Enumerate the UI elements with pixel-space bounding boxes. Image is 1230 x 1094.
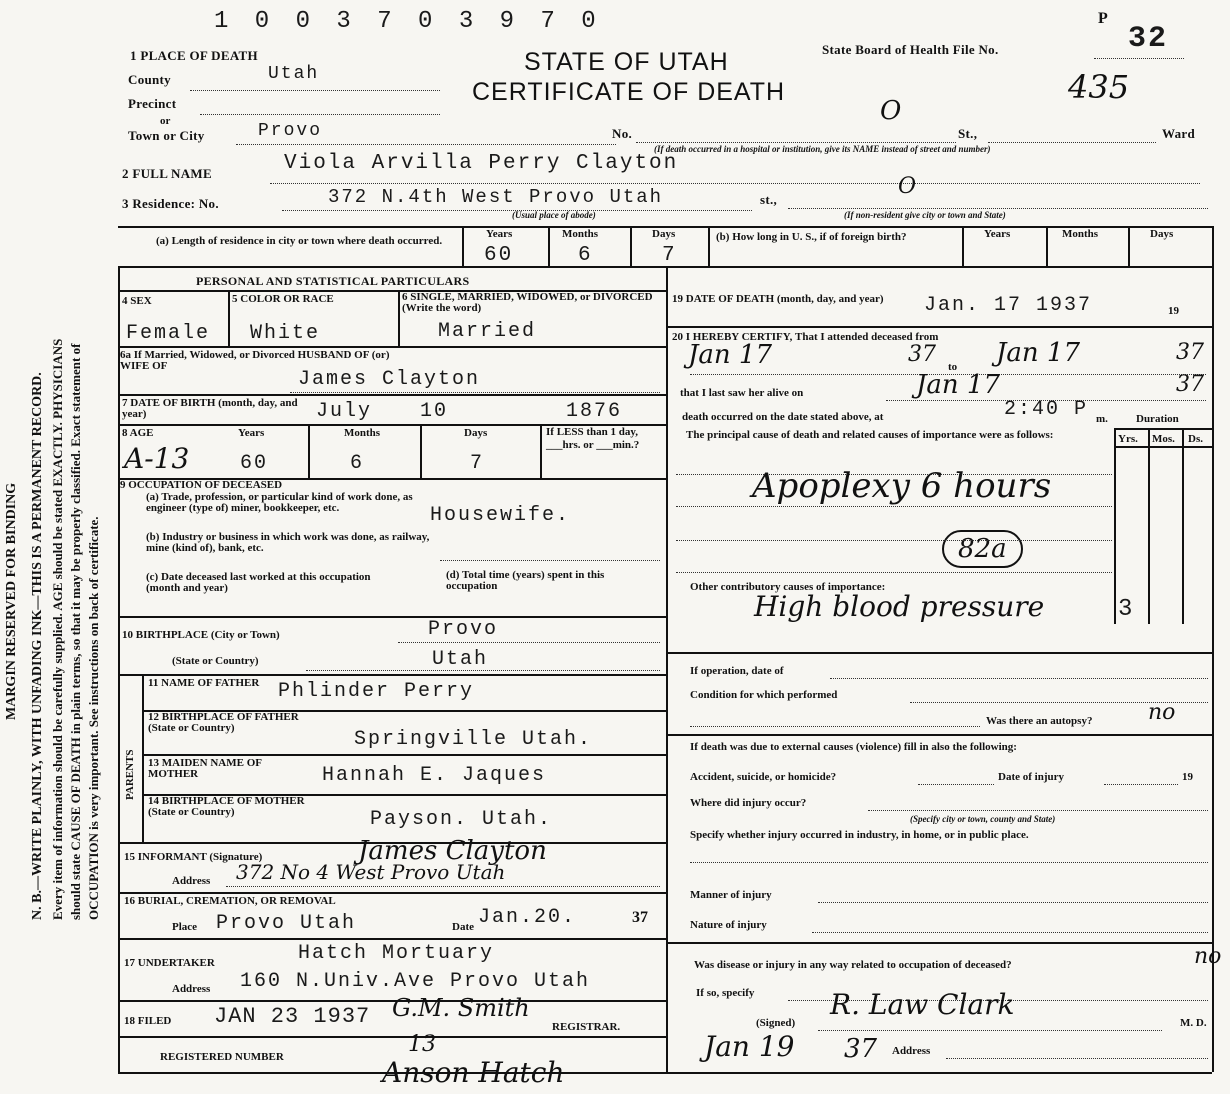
certify-label: 20 I HEREBY CERTIFY, That I attended deceased from: [672, 331, 939, 343]
duration-ds: Ds.: [1188, 433, 1203, 445]
attended-to-label: to: [948, 361, 958, 373]
mother-name: Hannah E. Jaques: [322, 764, 547, 787]
months-header: Months: [562, 228, 599, 240]
abode-note: (Usual place of abode): [512, 210, 596, 220]
autopsy-value: no: [1148, 700, 1176, 725]
certificate-title: CERTIFICATE OF DEATH: [472, 78, 786, 106]
us-residence-label: (b) How long in U. S., if of foreign birth?: [716, 231, 907, 243]
signed-label: (Signed): [756, 1017, 796, 1029]
contributory-duration: 3: [1118, 596, 1135, 623]
registered-number: 13: [408, 1032, 436, 1057]
occupation-c-label: (c) Date deceased last worked at this occupation (month and year): [146, 571, 371, 594]
contributory-label: Other contributory causes of importance:: [690, 581, 886, 593]
informant-address: 372 No 4 West Provo Utah: [236, 860, 506, 884]
undertaker-address-label: Address: [172, 983, 211, 995]
ward-label: Ward: [1162, 126, 1195, 141]
attended-from: Jan 17: [688, 340, 773, 370]
attended-to-year: 37: [1176, 340, 1204, 365]
signed-year: 37: [844, 1034, 878, 1064]
mother-name-label: 13 MAIDEN NAME OF MOTHER: [148, 757, 262, 780]
street-label: St.,: [958, 126, 978, 141]
time-m-label: m.: [1096, 413, 1108, 425]
accident-label: Accident, suicide, or homicide?: [690, 771, 837, 783]
death-occurred-label: death occurred on the date stated above, at: [682, 411, 884, 423]
nonresident-note: (If non-resident give city or town and State): [844, 210, 1006, 220]
age-years-header: Years: [238, 427, 265, 439]
if-so-label: If so, specify: [696, 987, 755, 999]
registrar-signature: G.M. Smith: [392, 994, 530, 1022]
personal-section-title: PERSONAL AND STATISTICAL PARTICULARS: [196, 274, 470, 288]
occupation-d-label: (d) Total time (years) spent in this occupation: [446, 569, 605, 592]
filed-label: 18 FILED: [124, 1015, 172, 1027]
mother-birthplace: Payson. Utah.: [370, 808, 553, 831]
external-causes-label: If death was due to external causes (violence) fill in also the following:: [690, 741, 1017, 753]
residence-st-label: st.,: [760, 192, 778, 207]
color-label: 5 COLOR OR RACE: [232, 293, 334, 305]
registrar-label: REGISTRAR.: [552, 1021, 621, 1033]
signed-date: Jan 19: [704, 1030, 795, 1063]
burial-label: 16 BURIAL, CREMATION, OR REMOVAL: [124, 895, 336, 907]
mother-birthplace-label: 14 BIRTHPLACE OF MOTHER (State or Country): [148, 795, 305, 818]
age-months-header: Months: [344, 427, 381, 439]
county-label: County: [128, 72, 171, 87]
age-hand-note: A-13: [124, 442, 190, 475]
undertaker-label: 17 UNDERTAKER: [124, 957, 215, 969]
margin-binding-note: MARGIN RESERVED FOR BINDING: [4, 482, 19, 720]
date-of-death-19: 19: [1168, 305, 1179, 317]
condition-label: Condition for which performed: [690, 689, 838, 701]
occ-related-value: no: [1194, 944, 1222, 969]
birthplace-state-label: (State or Country): [172, 655, 259, 667]
residence-days: 7: [662, 244, 677, 267]
father-birthplace-label: 12 BIRTHPLACE OF FATHER (State or Country): [148, 711, 299, 734]
file-hand-number: 435: [1068, 68, 1130, 106]
us-months-header: Months: [1062, 228, 1099, 240]
father-name-label: 11 NAME OF FATHER: [148, 677, 260, 689]
date-of-death: Jan. 17 1937: [924, 294, 1093, 317]
burial-place-label: Place: [172, 921, 198, 933]
father-birthplace: Springville Utah.: [354, 728, 593, 751]
full-name-value: Viola Arvilla Perry Clayton: [284, 152, 679, 175]
age-label: 8 AGE: [122, 427, 154, 439]
days-header: Days: [652, 228, 676, 240]
place-of-death-label: 1 PLACE OF DEATH: [130, 48, 258, 63]
birthplace-city: Provo: [428, 618, 499, 641]
occ-related-label: Was disease or injury in any way related to occupation of deceased?: [694, 959, 1012, 971]
husband-label: 6a If Married, Widowed, or Divorced HUSBAND OF (or) WIFE OF: [120, 349, 390, 372]
physician-address-label: Address: [892, 1045, 931, 1057]
undertaker-name: Hatch Mortuary: [298, 942, 495, 965]
filed-date: JAN 23 1937: [214, 1004, 371, 1029]
dob-day: 10: [420, 400, 449, 423]
attended-to: Jan 17: [996, 338, 1081, 368]
nature-label: Nature of injury: [690, 919, 767, 931]
residence-months: 6: [578, 244, 593, 267]
occupation-label: 9 OCCUPATION OF DECEASED: [120, 479, 283, 491]
last-saw-date: Jan 17: [916, 370, 1001, 400]
length-residence-label: (a) Length of residence in city or town where death occurred.: [156, 235, 443, 247]
contributory-cause: High blood pressure: [754, 590, 1045, 623]
informant-address-label: Address: [172, 875, 211, 887]
cause-code: 82a: [942, 530, 1023, 568]
margin-instructions-2: should state CAUSE OF DEATH in plain terms, so that it may be properly classified. Exact statement of: [68, 343, 83, 920]
hospital-note: (If death occurred in a hospital or institution, give its NAME instead of street and number): [654, 144, 991, 154]
age-years: 60: [240, 452, 269, 475]
town-value: Provo: [258, 121, 323, 141]
injury-date-label: Date of injury: [998, 771, 1064, 783]
date-of-death-label: 19 DATE OF DEATH (month, day, and year): [672, 293, 884, 305]
color-value: White: [250, 322, 321, 345]
registered-number-label: REGISTERED NUMBER: [160, 1051, 284, 1063]
where-note: (Specify city or town, county and State): [910, 814, 1056, 824]
operation-label: If operation, date of: [690, 665, 784, 677]
burial-place: Provo Utah: [216, 912, 357, 935]
autopsy-label: Was there an autopsy?: [986, 715, 1093, 727]
file-number: 32: [1128, 22, 1169, 56]
street-no-hand: O: [880, 96, 902, 126]
birthplace-label: 10 BIRTHPLACE (City or Town): [122, 629, 280, 641]
undertaker-address: 160 N.Univ.Ave Provo Utah: [240, 970, 591, 993]
injury-date-19: 19: [1182, 771, 1193, 783]
town-label: Town or City: [128, 128, 205, 143]
precinct-label: Precinct: [128, 96, 177, 111]
occupation-b-label: (b) Industry or business in which work was done, as railway, mine (kind of), bank, etc.: [146, 531, 430, 554]
duration-mos: Mos.: [1152, 433, 1175, 445]
physician-signature: R. Law Clark: [830, 988, 1015, 1021]
residence-st-hand: O: [898, 174, 917, 199]
file-no-label: State Board of Health File No.: [822, 42, 999, 57]
occupation-value: Housewife.: [430, 504, 571, 527]
or-label: or: [160, 115, 171, 127]
burial-date-label: Date: [452, 921, 474, 933]
residence-label: 3 Residence: No.: [122, 196, 219, 211]
cause-of-death: Apoplexy 6 hours: [752, 466, 1052, 506]
sex-value: Female: [126, 322, 211, 345]
cause-label: The principal cause of death and related causes of importance were as follows:: [686, 429, 1054, 441]
duration-label: Duration: [1136, 413, 1179, 425]
dob-month: July: [316, 400, 373, 423]
residence-value: 372 N.4th West Provo Utah: [328, 186, 664, 208]
county-value: Utah: [268, 64, 320, 84]
corner-mark: P: [1098, 10, 1109, 27]
us-years-header: Years: [984, 228, 1011, 240]
margin-instructions-1: Every item of information should be carefully supplied. AGE should be stated EXACTLY. PHYSICIANS: [50, 338, 65, 920]
age-days: 7: [470, 452, 485, 475]
bottom-signature: Anson Hatch: [382, 1056, 565, 1089]
burial-date: Jan.20.: [478, 906, 577, 929]
sex-label: 4 SEX: [122, 295, 152, 307]
margin-ink-note: N. B.—WRITE PLAINLY, WITH UNFADING INK—THIS IS A PERMANENT RECORD.: [30, 372, 45, 920]
death-time: 2:40 P: [1004, 398, 1089, 421]
parents-label: PARENTS: [124, 749, 136, 800]
age-less-label: If LESS than 1 day, ___hrs. or ___min.?: [546, 426, 640, 451]
birthplace-state: Utah: [432, 648, 489, 671]
burial-year: 37: [632, 909, 648, 926]
us-days-header: Days: [1150, 228, 1174, 240]
age-days-header: Days: [464, 427, 488, 439]
years-header: Years: [486, 228, 513, 240]
occupation-a-label: (a) Trade, profession, or particular kind of work done, as engineer (type of) miner, bookkeeper, etc.: [146, 491, 413, 514]
manner-label: Manner of injury: [690, 889, 772, 901]
husband-value: James Clayton: [298, 368, 481, 391]
age-months: 6: [350, 452, 365, 475]
state-heading: STATE OF UTAH: [524, 48, 729, 76]
residence-years: 60: [484, 244, 514, 267]
certificate-serial: 1 0 0 3 7 0 3 9 7 0: [214, 8, 602, 35]
duration-yrs: Yrs.: [1118, 433, 1138, 445]
dob-label: 7 DATE OF BIRTH (month, day, and year): [122, 397, 298, 420]
marital-value: Married: [438, 320, 537, 343]
dob-year: 1876: [566, 400, 623, 423]
where-label: Where did injury occur?: [690, 797, 807, 809]
informant-signature: James Clayton: [358, 836, 547, 866]
marital-label: 6 SINGLE, MARRIED, WIDOWED, or DIVORCED (Write the word): [402, 291, 653, 314]
father-name: Phlinder Perry: [278, 680, 475, 703]
attended-from-year: 37: [908, 342, 936, 367]
street-no-label: No.: [612, 126, 633, 141]
specify-label: Specify whether injury occurred in industry, in home, or in public place.: [690, 829, 1029, 841]
md-label: M. D.: [1180, 1017, 1207, 1029]
full-name-label: 2 FULL NAME: [122, 166, 212, 181]
last-saw-year: 37: [1176, 372, 1204, 397]
informant-label: 15 INFORMANT (Signature): [124, 851, 263, 863]
last-saw-label: that I last saw her alive on: [680, 387, 804, 399]
margin-instructions-3: OCCUPATION is very important. See instructions on back of certificate.: [86, 516, 101, 920]
